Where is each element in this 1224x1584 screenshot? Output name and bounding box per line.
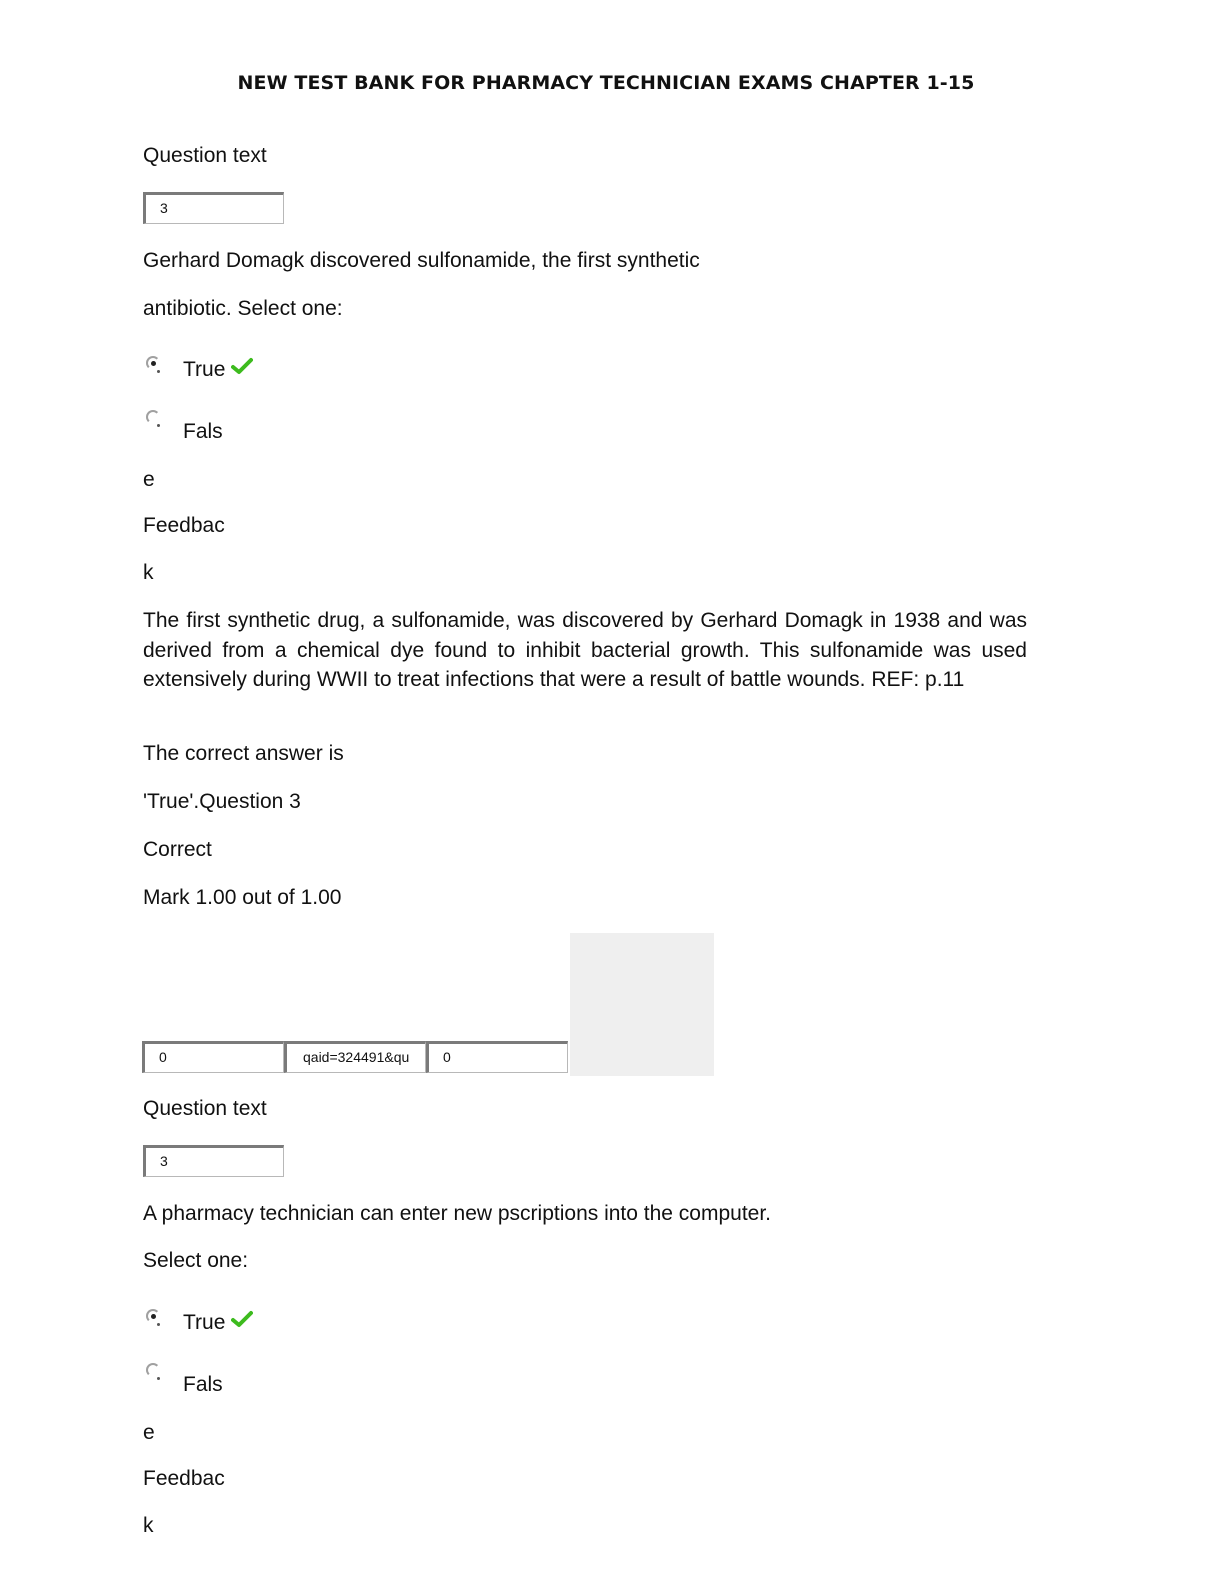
green-check-icon	[231, 357, 253, 375]
feedback-text: The first synthetic drug, a sulfonamide, was discovered by Gerhard Domagk in 1938 and was derived from a chemical dye found to inhibit bacterial growth. This sulfonamide was used extensively during WWII to treat infections that were a result of battle wounds. REF: p.11	[143, 609, 1027, 691]
option-label-wrap: e	[143, 468, 155, 491]
question-text-line: A pharmacy technician can enter new pscriptions into the computer.	[143, 1202, 772, 1225]
hidden-field[interactable]: 0	[142, 1041, 284, 1073]
question-text-line: Select one:	[143, 1249, 249, 1272]
hidden-field[interactable]: qaid=324491&qu	[284, 1041, 426, 1073]
feedback-label: Feedbac	[143, 514, 225, 537]
page-title: NEW TEST BANK FOR PHARMACY TECHNICIAN EXAMS CHAPTER 1-15	[237, 72, 975, 94]
question-text-label: Question text	[143, 1097, 267, 1120]
option-false-label: Fals	[183, 420, 223, 443]
question-text-label: Question text	[143, 144, 267, 167]
flag-placeholder	[570, 933, 714, 1076]
option-false-label: Fals	[183, 1373, 223, 1396]
question-number-field[interactable]: 3	[143, 1145, 284, 1177]
hidden-field[interactable]: 0	[426, 1041, 568, 1073]
option-true-label: True	[183, 1311, 226, 1334]
feedback-label-wrap: k	[143, 561, 154, 584]
radio-selected-icon[interactable]	[146, 356, 160, 370]
radio-unselected-icon[interactable]	[146, 410, 160, 424]
question-mark: Mark 1.00 out of 1.00	[143, 886, 342, 909]
question-number-field[interactable]: 3	[143, 192, 284, 224]
green-check-icon	[231, 1310, 253, 1328]
question-text-line: antibiotic. Select one:	[143, 297, 343, 320]
question-status: Correct	[143, 838, 212, 861]
radio-unselected-icon[interactable]	[146, 1363, 160, 1377]
question-text-line: Gerhard Domagk discovered sulfonamide, the first synthetic	[143, 249, 700, 272]
correct-answer-line: 'True'.Question 3	[143, 790, 301, 813]
radio-selected-icon[interactable]	[146, 1309, 160, 1323]
option-true-label: True	[183, 358, 226, 381]
option-label-wrap: e	[143, 1421, 155, 1444]
feedback-label-wrap: k	[143, 1514, 154, 1537]
correct-answer-line: The correct answer is	[143, 742, 344, 765]
feedback-label: Feedbac	[143, 1467, 225, 1490]
